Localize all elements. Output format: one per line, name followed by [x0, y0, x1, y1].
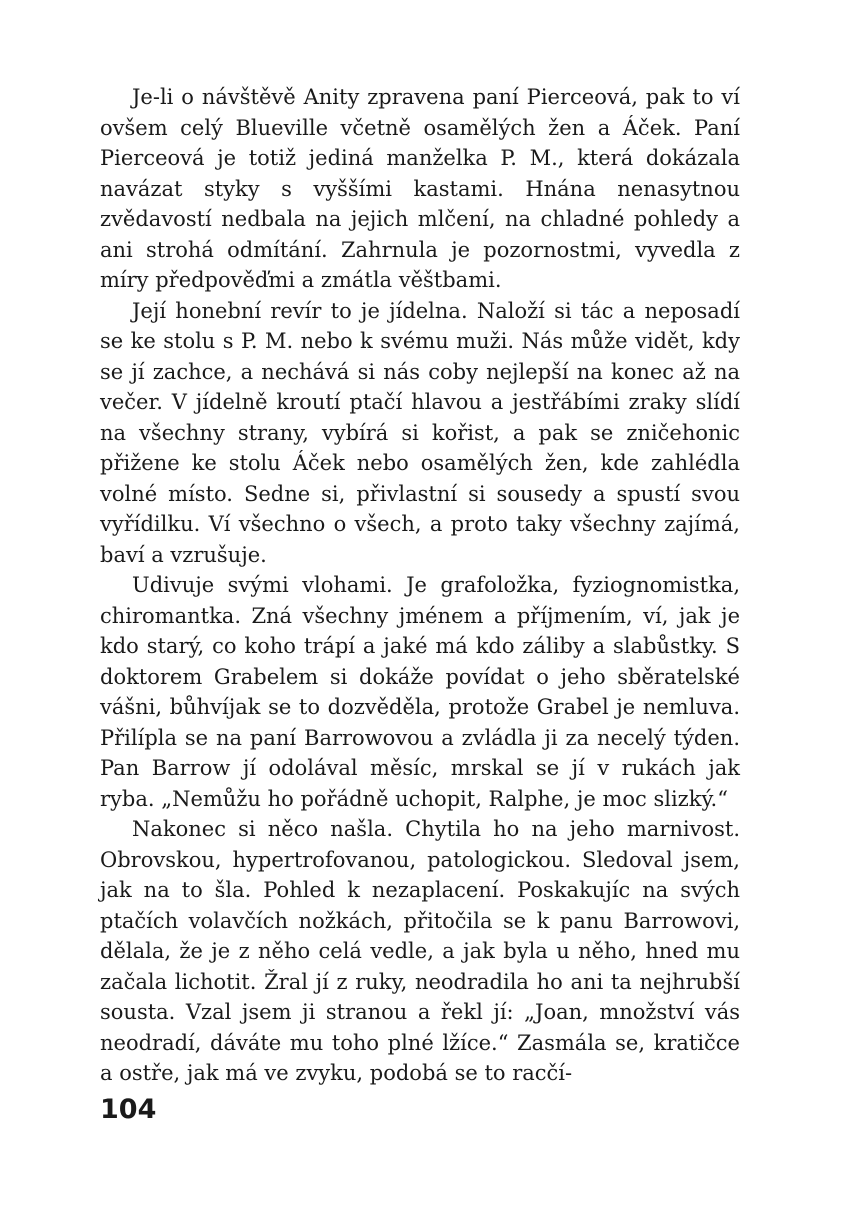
paragraph-3: Udivuje svými vlohami. Je grafoložka, fyziognomistka, chiromantka. Zná všechny jménem a příjmením, ví, jak je kdo starý, co koho trápí a jaké má kdo záliby a slabůstky. S doktorem Grabelem si dokáže povídat o jeho sběratelské vášni, bůhvíjak se to dozvěděla, protože Grabel je nemluva. Přilípla se na paní Barrowovou a zvládla ji za necelý týden. Pan Barrow jí odolával měsíc, mrskal se jí v rukách jak ryba. „Nemůžu ho pořádně uchopit, Ralphe, je moc slizký.“: [100, 573, 740, 811]
page-number: 104: [100, 1094, 157, 1125]
text-body: [100, 82, 740, 1089]
paragraph-1: Je-li o návštěvě Anity zpravena paní Pierceová, pak to ví ovšem celý Blueville včetně osamělých žen a Áček. Paní Pierceová je totiž jediná manželka P. M., která dokázala navázat styky s vyššími kastami. Hnána nenasytnou zvědavostí nedbala na jejich mlčení, na chladné pohledy a ani strohá odmítání. Zahrnula je pozornostmi, vyvedla z míry předpověďmi a zmátla věštbami.: [100, 85, 740, 292]
paragraph-4: Nakonec si něco našla. Chytila ho na jeho marnivost. Obrovskou, hypertrofovanou, patologickou. Sledoval jsem, jak na to šla. Pohled k nezaplacení. Poskakujíc na svých ptačích volavčích nožkách, přitočila se k panu Barrowovi, dělala, že je z něho celá vedle, a jak byla u něho, hned mu začala lichotit. Žral jí z ruky, neodradila ho ani ta nejhrubší sousta. Vzal jsem ji stranou a řekl jí: „Joan, množství vás neodradí, dáváte mu toho plné lžíce.“ Zasmála se, kratičce a ostře, jak má ve zvyku, podobá se to racčí-: [100, 817, 740, 1085]
paragraph-2: Její honební revír to je jídelna. Naloží si tác a neposadí se ke stolu s P. M. nebo k svému muži. Nás může vidět, kdy se jí zachce, a nechává si nás coby nejlepší na konec až na večer. V jídelně kroutí ptačí hlavou a jestřábími zraky slídí na všechny strany, vybírá si kořist, a pak se zničehonic přižene ke stolu Áček nebo osamělých žen, kde zahlédla volné místo. Sedne si, přivlastní si sousedy a spustí svou vyřídilku. Ví všechno o všech, a proto taky všechny zajímá, baví a vzrušuje.: [100, 298, 740, 567]
